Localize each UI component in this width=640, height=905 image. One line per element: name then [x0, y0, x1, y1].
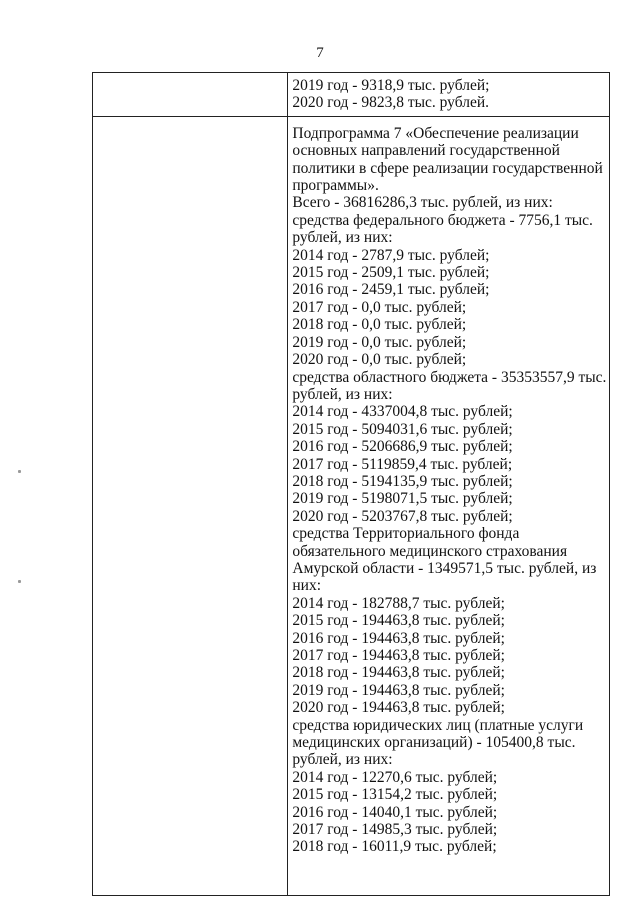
text-line: рублей, из них: — [292, 751, 393, 769]
text-line: средства областного бюджета - 35353557,9 тыс. — [292, 368, 607, 386]
text-line: рублей, из них: — [292, 385, 393, 403]
text-line: 2017 год - 0,0 тыс. рублей; — [292, 298, 467, 316]
financing-table — [92, 72, 610, 896]
text-line: 2020 год - 0,0 тыс. рублей; — [292, 351, 467, 369]
text-line: средства юридических лиц (платные услуги — [292, 716, 584, 734]
text-line: Амурской области - 1349571,5 тыс. рублей, из — [292, 559, 597, 577]
text-line: 2016 год - 5206686,9 тыс. рублей; — [292, 438, 513, 456]
text-line: 2015 год - 2509,1 тыс. рублей; — [292, 264, 490, 282]
table-row — [93, 73, 610, 117]
text-line: 2020 год - 194463,8 тыс. рублей; — [292, 699, 505, 717]
text-line: 2014 год - 2787,9 тыс. рублей; — [292, 246, 490, 264]
text-line: 2014 год - 182788,7 тыс. рублей; — [292, 594, 505, 612]
text-line: 2014 год - 12270,6 тыс. рублей; — [292, 768, 498, 786]
text-line: 2020 год - 9823,8 тыс. рублей. — [292, 94, 490, 112]
text-line: 2019 год - 5198071,5 тыс. рублей; — [292, 490, 513, 508]
text-line: 2018 год - 0,0 тыс. рублей; — [292, 316, 467, 334]
text-line: 2020 год - 5203767,8 тыс. рублей; — [292, 507, 513, 525]
text-line: средства Территориального фонда — [292, 525, 520, 543]
text-line: обязательного медицинского страхования — [292, 542, 568, 560]
text-line: рублей, из них: — [292, 229, 393, 247]
text-line: 2015 год - 194463,8 тыс. рублей; — [292, 612, 505, 630]
text-line: медицинских организаций) - 105400,8 тыс. — [292, 734, 576, 752]
text-line: 2016 год - 194463,8 тыс. рублей; — [292, 629, 505, 647]
text-line: 2015 год - 5094031,6 тыс. рублей; — [292, 420, 513, 438]
text-line: программы». — [292, 177, 379, 195]
text-line: политики в сфере реализации государственной — [292, 159, 603, 177]
text-line: 2017 год - 5119859,4 тыс. рублей; — [292, 455, 513, 473]
text-line: 2018 год - 194463,8 тыс. рублей; — [292, 664, 505, 682]
text-line: Всего - 36816286,3 тыс. рублей, из них: — [292, 194, 553, 212]
scan-speck — [18, 580, 21, 583]
text-line: Подпрограмма 7 «Обеспечение реализации — [292, 124, 579, 142]
text-line: 2014 год - 4337004,8 тыс. рублей; — [292, 403, 513, 421]
cell-text-block — [288, 117, 609, 860]
scan-speck — [18, 470, 21, 473]
text-line: 2017 год - 14985,3 тыс. рублей; — [292, 821, 498, 839]
cell-text-block — [288, 73, 609, 116]
table-cell-right — [288, 73, 610, 117]
text-line: них: — [292, 577, 322, 595]
text-line: 2016 год - 14040,1 тыс. рублей; — [292, 803, 498, 821]
page-number: 7 — [316, 45, 324, 61]
text-line: 2016 год - 2459,1 тыс. рублей; — [292, 281, 490, 299]
table-cell-left — [93, 73, 288, 117]
text-line: 2018 год - 5194135,9 тыс. рублей; — [292, 472, 513, 490]
text-line: средства федерального бюджета - 7756,1 тыс. — [292, 211, 593, 229]
text-line: 2019 год - 194463,8 тыс. рублей; — [292, 681, 505, 699]
text-line: 2017 год - 194463,8 тыс. рублей; — [292, 647, 505, 664]
text-line: 2015 год - 13154,2 тыс. рублей; — [292, 786, 498, 804]
table-cell-right — [288, 116, 610, 895]
table-cell-left — [93, 116, 288, 895]
table-row — [93, 116, 610, 895]
text-line: 2019 год - 0,0 тыс. рублей; — [292, 333, 467, 351]
text-line: основных направлений государственной — [292, 142, 560, 160]
text-line: 2018 год - 16011,9 тыс. рублей; — [292, 838, 497, 856]
text-line: 2019 год - 9318,9 тыс. рублей; — [292, 77, 490, 94]
